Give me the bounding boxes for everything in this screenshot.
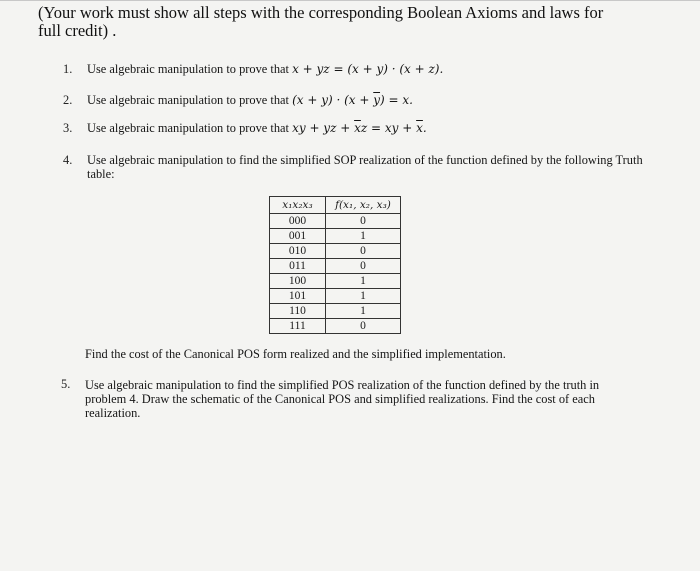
problem-2-math-pre: (x + y) · (x + [292,93,374,107]
table-row [270,319,401,334]
problem-1-math: x + yz = (x + y) · (x + z). [292,62,444,76]
truth-table-output-cell: 1 [326,289,401,304]
problem-2-math [292,93,413,107]
truth-table-output-cell: 0 [326,244,401,259]
problem-2-math-complement: $\overline{y}$ [373,93,381,107]
table-row [270,289,401,304]
problem-3 [87,121,427,135]
problem-1 [87,62,443,76]
problem-1-text: Use algebraic manipulation to prove that [87,62,293,76]
truth-table-header-row [270,197,401,214]
table-row [270,244,401,259]
truth-table-output-cell: 0 [326,214,401,229]
problem-3-math-complement-2: $\overline{x}$ [416,121,423,135]
problem-1-number: 1. [63,62,73,76]
table-row [270,259,401,274]
problem-3-math [292,121,427,135]
problem-2 [87,93,413,107]
problem-2-text: Use algebraic manipulation to prove that [87,93,293,107]
truth-table-input-cell: 101 [270,289,326,304]
top-divider [0,0,700,1]
problem-3-math-mid: z = xy + [360,121,417,135]
problem-2-number: 2. [63,93,73,107]
problem-4-followup: Find the cost of the Canonical POS form realized and the simplified implementation. [85,347,506,361]
truth-table-input-cell: 011 [270,259,326,274]
truth-table-output-cell: 0 [326,259,401,274]
truth-table-header-output: f(x₁, x₂, x₃) [326,197,401,214]
table-row [270,229,401,244]
problem-5-number: 5. [61,377,71,391]
table-row [270,274,401,289]
truth-table-input-cell: 100 [270,274,326,289]
truth-table-output-cell: 1 [326,274,401,289]
truth-table [269,196,401,334]
truth-table-header-inputs: x₁x₂x₃ [270,197,326,214]
table-row [270,304,401,319]
truth-table-input-cell: 000 [270,214,326,229]
truth-table-input-cell: 110 [270,304,326,319]
truth-table-output-cell: 1 [326,229,401,244]
instructions-header: (Your work must show all steps with the corresponding Boolean Axioms and laws for full credit) . [38,3,604,40]
problem-3-text: Use algebraic manipulation to prove that [87,121,293,135]
problem-3-math-pre: xy + yz + [292,121,355,135]
problem-3-number: 3. [63,121,73,135]
problem-4-number: 4. [63,153,73,167]
problem-3-math-complement-1: $\overline{x}$ [354,121,361,135]
problem-4-text: Use algebraic manipulation to find the simplified SOP realization of the function defined by the following Truth table: [87,153,643,181]
problem-2-math-post: ) = x. [380,93,413,107]
truth-table-output-cell: 1 [326,304,401,319]
truth-table-output-cell: 0 [326,319,401,334]
problem-5-text: Use algebraic manipulation to find the simplified POS realization of the function defined by the truth in problem 4. Draw the schematic of the Canonical POS and simplified realizations. Find the cost of each realization. [85,378,600,420]
truth-table-input-cell: 001 [270,229,326,244]
truth-table-input-cell: 111 [270,319,326,334]
problem-3-math-post: . [422,121,427,135]
truth-table-input-cell: 010 [270,244,326,259]
table-row [270,214,401,229]
